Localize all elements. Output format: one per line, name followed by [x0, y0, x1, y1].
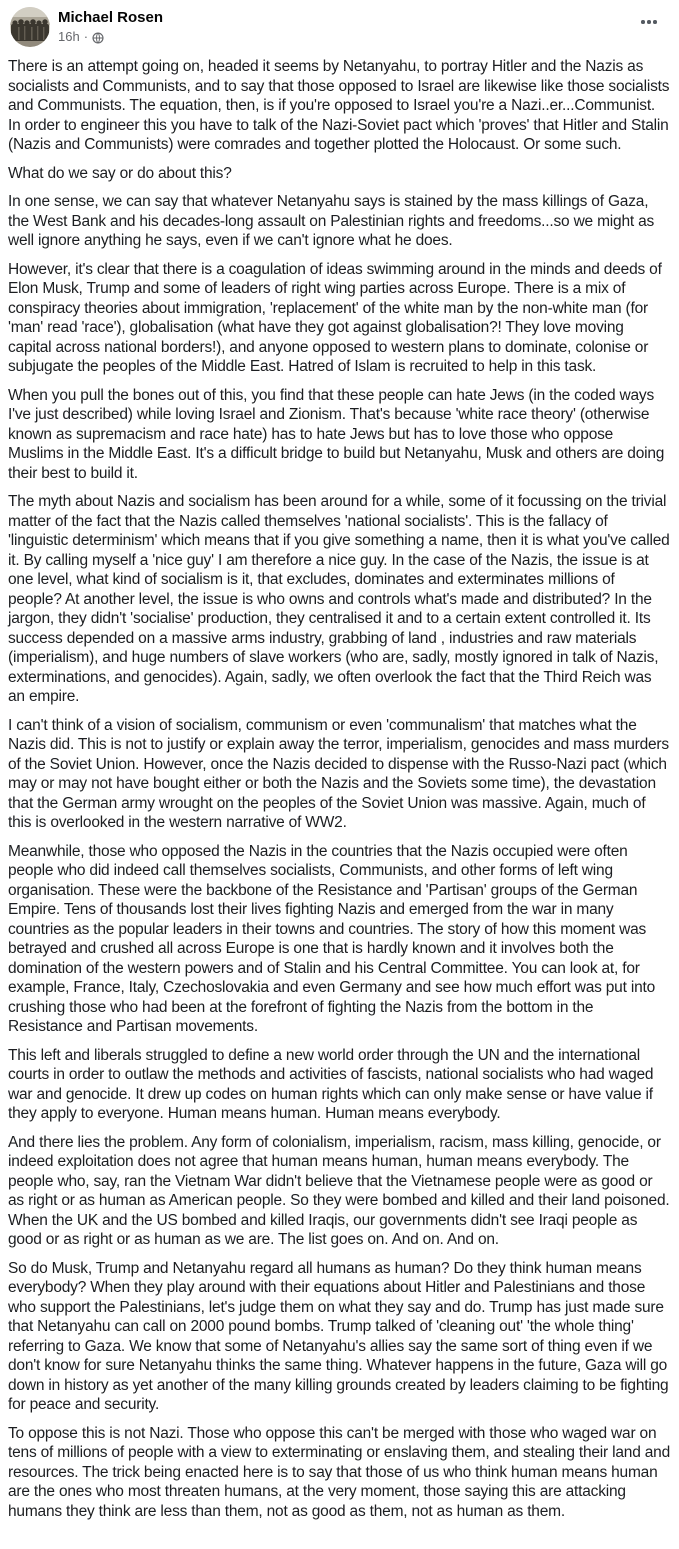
- ellipsis-horizontal-icon: [641, 20, 645, 24]
- post-paragraph: Meanwhile, those who opposed the Nazis in the countries that the Nazis occupied were often people who did indeed call themselves socialists, Communists, and other forms of left wing organisation. These were the backbone of the Resistance and 'Partisan' groups of the German Empire. Tens of thousands lost their lives fighting Nazis and emerged from the war in many countries as the popular leaders in their towns and countries. The story of how this moment was betrayed and crushed all across Europe is one that is hardly known and it involves both the domination of the western powers and of Stalin and his Central Committee. You can look at, for example, France, Italy, Czechoslovakia and even Germany and see how much effort was put into crushing those who had been at the forefront of fighting the Nazis from the bottom in the Resistance and Partisan movements.: [8, 842, 656, 1035]
- more-options-button[interactable]: [637, 14, 661, 30]
- post-paragraph: What do we say or do about this?: [8, 164, 232, 182]
- post-paragraph: When you pull the bones out of this, you find that these people can hate Jews (in the coded ways I've just described) while loving Israel and Zionism. That's because 'white race theory' (otherwise known as supremacism and race hate) has to hate Jews but has to love those who oppose Muslims in the Middle East. It's a difficult bridge to build but Netanyahu, Musk and others are doing their best to build it.: [8, 386, 665, 482]
- post-paragraph: And there lies the problem. Any form of colonialism, imperialism, racism, mass killing, genocide, or indeed exploitation does not agree that human means human, human means everybody. The people who, say, ran the Vietnam War didn't believe that the Vietnamese people were as good or as right or as human as American people. So they were bombed and killed and their land poisoned. When the UK and the US bombed and killed Iraqis, our governments didn't see Iraqi people as good or as right or as human as we are. The list goes on. And on. And on.: [8, 1133, 670, 1248]
- post-paragraph: I can't think of a vision of socialism, communism or even 'communalism' that matches what the Nazis did. This is not to justify or explain away the terror, imperialism, genocides and mass murders of the Soviet Union. However, once the Nazis decided to dispense with the Russo-Nazi pact (which may or may not have bought either or both the Nazis and the Soviets some time), the devastation that the German army wrought on the peoples of the Soviet Union was massive. Again, much of this is overlooked in the western narrative of WW2.: [8, 716, 669, 831]
- post-paragraph: To oppose this is not Nazi. Those who oppose this can't be merged with those who waged war on tens of millions of people with a view to exterminating or enslaving them, and stealing their land and resources. The trick being enacted here is to say that those of us who think human means human are the ones who most threaten humans, at the very moment, those saying this are attacking humans they think are less than them, not as good as them, not as human as them.: [8, 1424, 670, 1520]
- avatar[interactable]: [10, 7, 50, 47]
- post-paragraph: In one sense, we can say that whatever Netanyahu says is stained by the mass killings of Gaza, the West Bank and his decades-long assault on Palestinian rights and freedoms...so we might as well ignore anything he says, even if we can't ignore what he does.: [8, 193, 655, 249]
- post-paragraph: The myth about Nazis and socialism has been around for a while, some of it focussing on the trivial matter of the fact that the Nazis called themselves 'national socialists'. This is the fallacy of 'linguistic determinism' which means that if you give something a name, then it is what you've called it. By calling myself a 'nice guy' I am therefore a nice guy. In the case of the Nazis, the issue is at one level, what kind of socialism is it, that excludes, dominates and exterminates millions of people? At another level, the issue is who owns and controls what's made and distributed? In the jargon, they didn't 'socialise' production, they centralised it and to a certain extent controlled it. Its success depended on a massive arms industry, grabbing of land , industries and raw materials (imperialism), and huge numbers of slave workers (who are, sadly, mostly ignored in talk of Nazis, exterminations, and genocides). Again, sadly, we often overlook the fact that the Third Reich was an empire.: [8, 493, 670, 705]
- dot-separator: ·: [83, 29, 89, 44]
- timestamp[interactable]: 16h: [58, 29, 80, 44]
- post-paragraph: There is an attempt going on, headed it seems by Netanyahu, to portray Hitler and the Nazis as socialists and Communists, and to say that those opposed to Israel are likewise like those socialists and Communists. The equation, then, is if you're opposed to Israel you're a Nazi..er...Communist. In order to engineer this you have to talk of the Nazi-Soviet pact which 'proves' that Hitler and Stalin (Nazis and Communists) were comrades and together plotted the Holocaust. Or some such.: [8, 58, 670, 153]
- post-text: [0, 49, 679, 1521]
- post-header: [0, 0, 679, 49]
- post-paragraph: This left and liberals struggled to define a new world order through the UN and the international courts in order to outlaw the methods and activities of fascists, national socialists who had waged war and genocide. It drew up codes on human rights which can only make sense or have value if they apply to everyone. Human means human. Human means everybody.: [8, 1046, 654, 1122]
- post-paragraph: So do Musk, Trump and Netanyahu regard all humans as human? Do they think human means everybody? When they play around with their equations about Hitler and Palestinians and those who support the Palestinians, let's judge them on what they say and do. Trump has just made sure that Netanyahu can call on 2000 pound bombs. Trump talked of 'cleaning out' 'the whole thing' referring to Gaza. We know that some of Netanyahu's allies say the same sort of thing even if we don't know for sure Netanyahu thinks the same thing. Whatever happens in the future, Gaza will go down in history as yet another of the many killing grounds created by leaders claiming to be fighting for peace and security.: [8, 1259, 669, 1413]
- author-name[interactable]: Michael Rosen: [58, 9, 164, 26]
- group-photo-avatar-icon: [10, 34, 50, 47]
- globe-public-icon: [92, 32, 104, 44]
- header-meta: [58, 7, 163, 45]
- post-subline: [58, 29, 163, 45]
- post-paragraph: However, it's clear that there is a coagulation of ideas swimming around in the minds and deeds of Elon Musk, Trump and some of leaders of right wing parties across Europe. There is a mix of conspiracy theories about immigration, 'replacement' of the white man by the non-white man (for 'man' read 'race'), globalisation (what have they got against globalisation?! They love moving capital across national borders!), and anyone opposed to western plans to dominate, colonise or subjugate the peoples of the Middle East. Hatred of Islam is recruited to help in this task.: [8, 260, 662, 375]
